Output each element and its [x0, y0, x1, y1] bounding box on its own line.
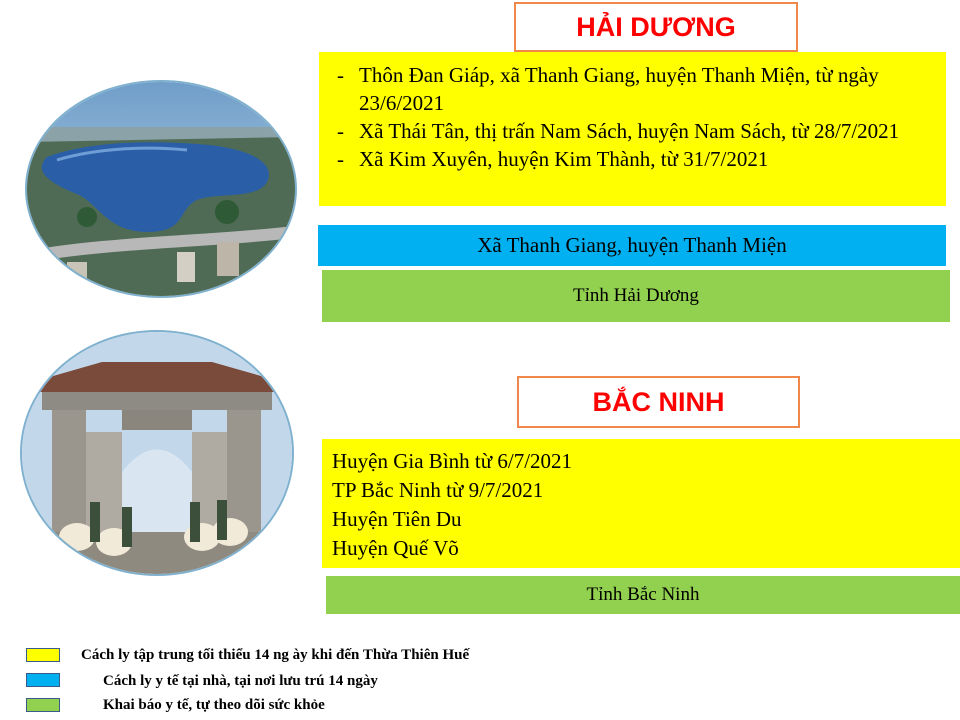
gate-illustration — [22, 332, 292, 574]
legend-swatch-green — [26, 698, 60, 712]
hai-duong-blue-text: Xã Thanh Giang, huyện Thanh Miện — [477, 233, 787, 257]
hai-duong-yellow-list — [329, 61, 938, 173]
bac-ninh-green-box — [326, 576, 960, 614]
hai-duong-green-box — [322, 270, 950, 322]
bac-ninh-yellow-item: Huyện Tiên Du — [332, 507, 462, 531]
hai-duong-yellow-item: - Thôn Đan Giáp, xã Thanh Giang, huyện Thanh Miện, từ ngày 23/6/2021 — [329, 61, 938, 117]
hai-duong-green-text: Tỉnh Hải Dương — [573, 285, 699, 306]
hai-duong-blue-box — [318, 225, 946, 266]
hai-duong-title: HẢI DƯƠNG — [514, 2, 798, 52]
legend-text-blue: Cách ly y tế tại nhà, tại nơi lưu trú 14 ngày — [103, 673, 378, 689]
lake-illustration — [27, 82, 295, 296]
bac-ninh-green-text: Tỉnh Bắc Ninh — [586, 584, 700, 605]
hai-duong-yellow-box — [319, 52, 946, 206]
hai-duong-yellow-item: - Xã Thái Tân, thị trấn Nam Sách, huyện Nam Sách, từ 28/7/2021 — [329, 117, 938, 145]
hai-duong-lake-photo — [25, 80, 297, 298]
legend-text-yellow: Cách ly tập trung tối thiểu 14 ng ày khi đến Thừa Thiên Huế — [81, 647, 470, 663]
bac-ninh-yellow-list — [332, 447, 950, 563]
bac-ninh-yellow-item: TP Bắc Ninh từ 9/7/2021 — [332, 478, 544, 502]
bac-ninh-title: BẮC NINH — [517, 376, 800, 428]
bac-ninh-yellow-item: Huyện Gia Bình từ 6/7/2021 — [332, 449, 573, 473]
legend-swatch-yellow — [26, 648, 60, 662]
legend-swatch-blue — [26, 673, 60, 687]
legend-text-green: Khai báo y tế, tự theo dõi sức khỏe — [103, 697, 325, 713]
bac-ninh-yellow-box — [322, 439, 960, 568]
bac-ninh-yellow-item: Huyện Quế Võ — [332, 536, 459, 560]
hai-duong-yellow-item: - Xã Kim Xuyên, huyện Kim Thành, từ 31/7/2021 — [329, 145, 938, 173]
bac-ninh-gate-photo — [20, 330, 294, 576]
